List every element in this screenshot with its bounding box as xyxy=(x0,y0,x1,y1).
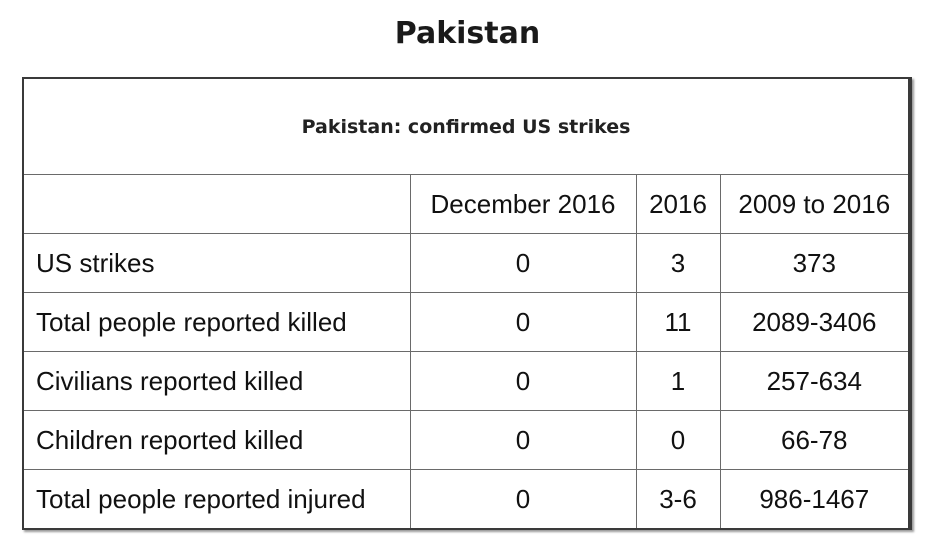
page-title: Pakistan xyxy=(394,16,541,51)
table-row xyxy=(24,470,908,529)
strikes-table xyxy=(24,79,908,528)
cell-december-2016: 0 xyxy=(410,411,636,470)
cell-2009-to-2016: 986-1467 xyxy=(720,470,908,529)
table-row xyxy=(24,293,908,352)
cell-2009-to-2016: 66-78 xyxy=(720,411,908,470)
cell-2009-to-2016: 2089-3406 xyxy=(720,293,908,352)
cell-2016: 0 xyxy=(636,411,720,470)
table-header-row xyxy=(24,175,908,234)
row-label: Total people reported killed xyxy=(24,293,410,352)
row-label: US strikes xyxy=(24,234,410,293)
table-caption: Pakistan: confirmed US strikes xyxy=(24,79,908,175)
cell-december-2016: 0 xyxy=(410,293,636,352)
cell-2016: 3-6 xyxy=(636,470,720,529)
cell-2016: 1 xyxy=(636,352,720,411)
column-header-2009-to-2016: 2009 to 2016 xyxy=(720,175,908,234)
column-header-2016: 2016 xyxy=(636,175,720,234)
row-label: Children reported killed xyxy=(24,411,410,470)
column-header-december-2016: December 2016 xyxy=(410,175,636,234)
table-row xyxy=(24,234,908,293)
cell-december-2016: 0 xyxy=(410,470,636,529)
strikes-table-container xyxy=(22,77,912,530)
cell-2016: 11 xyxy=(636,293,720,352)
table-row xyxy=(24,352,908,411)
table-caption-row xyxy=(24,79,908,175)
row-label: Civilians reported killed xyxy=(24,352,410,411)
column-header-empty xyxy=(24,175,410,234)
cell-december-2016: 0 xyxy=(410,234,636,293)
cell-2009-to-2016: 373 xyxy=(720,234,908,293)
row-label: Total people reported injured xyxy=(24,470,410,529)
cell-2009-to-2016: 257-634 xyxy=(720,352,908,411)
table-row xyxy=(24,411,908,470)
cell-2016: 3 xyxy=(636,234,720,293)
cell-december-2016: 0 xyxy=(410,352,636,411)
